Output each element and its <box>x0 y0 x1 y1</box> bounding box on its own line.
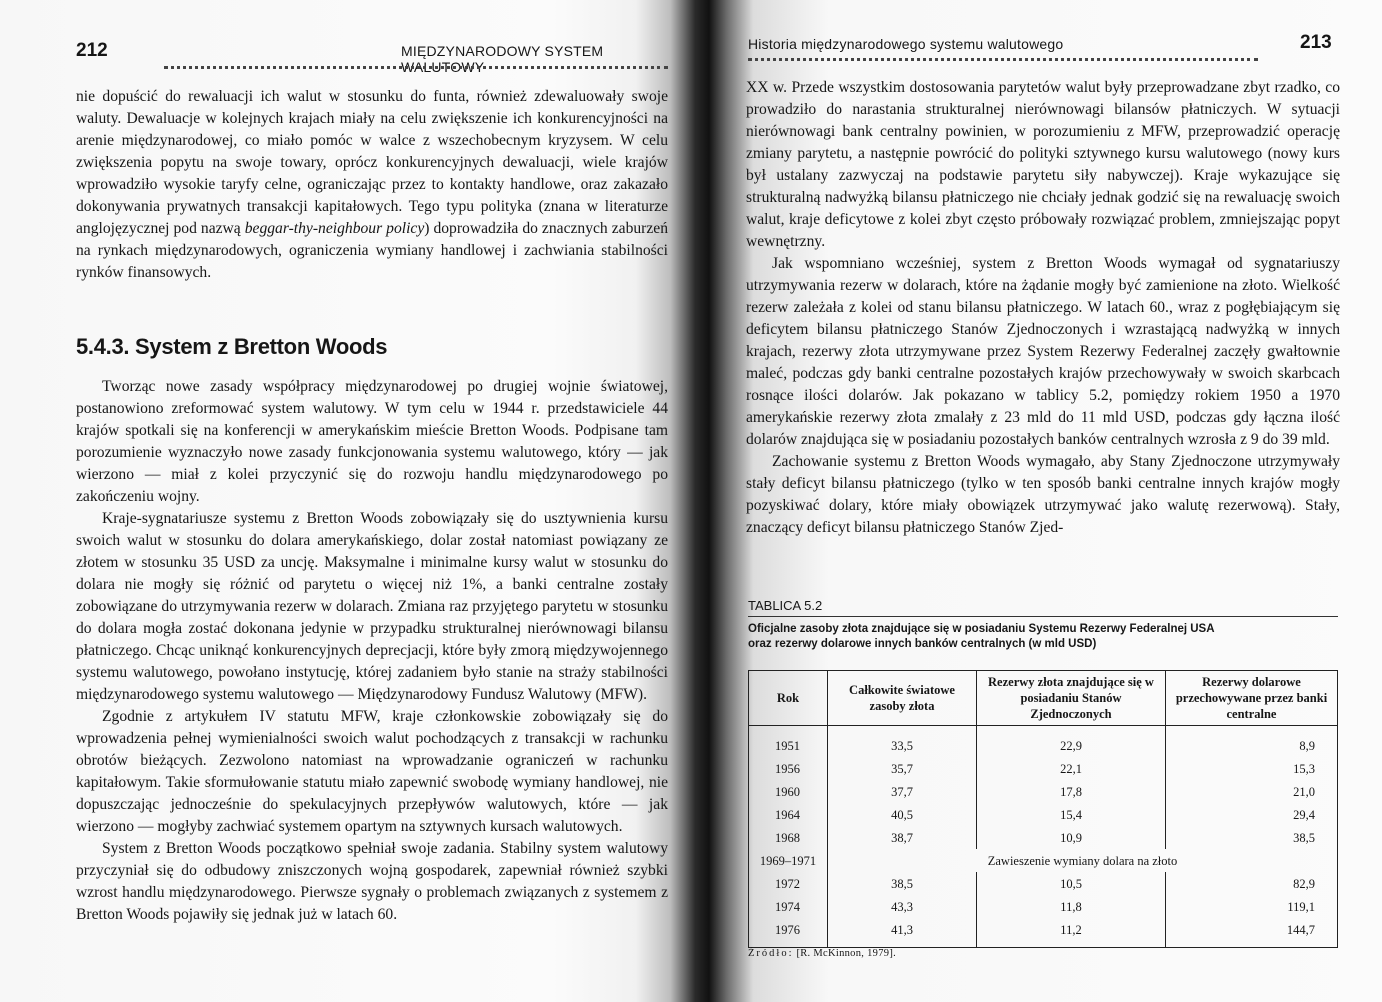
cell-dollar-reserves: 29,4 <box>1166 803 1338 826</box>
cell-us-gold: 11,8 <box>977 895 1166 918</box>
col-header-us-gold: Rezerwy złota znajdujące się w posiadaniu Stanów Zjednoczonych <box>977 671 1166 726</box>
table-row <box>749 726 1338 758</box>
table-source <box>748 948 896 959</box>
right-paragraph: Jak wspomniano wcześniej, system z Bretton Woods wymagał od sygnatariuszy utrzymywania rezerw w dolarach, które na żądanie mogły być zamienione na złoto. Wielkość rezerw zależała z kolei od stanu bilansu płatniczego. W latach 60., wraz z pogłębiającym się deficytem bilansu płatniczego Stanów Zjednoczonych i wzrastającą nadwyżką w innych krajach, rezerwy złota utrzymywane przez System Rezerwy Federalnej zaczęły gwałtownie maleć, podczas gdy banki centralne pozostałych krajów przechowywały w swoich skarbcach rosnące ilości dolarów. Jak pokazano w tablicy 5.2, pomiędzy rokiem 1950 a 1970 amerykańskie rezerwy złota zmalały z 23 mld do 11 mld USD, podczas gdy łączna ilość dolarów znajdująca się w posiadaniu pozostałych banków centralnych wzrosła z 9 do 39 mld. <box>746 255 1340 448</box>
left-body <box>76 376 668 926</box>
cell-year: 1969–1971 <box>749 849 828 872</box>
right-paragraph: XX w. Przede wszystkim dostosowania parytetów walut były przeprowadzane zbyt rzadko, co prowadziło do narastania strukturalnej nierównowagi bilansów płatniczych. W sytuacji nierównowagi bank centralny powinien, w porozumieniu z MFW, przeprowadzić operację zmiany parytetu, a następnie powrócić do polityki sztywnego kursu walutowego (nowy kurs był ustalany zazwyczaj na podstawie parytetu siły nabywczej). Kraje wykazujące się strukturalną nadwyżką bilansu płatniczego nie chciały jednak godzić się na rewaluację swoich walut, kraje deficytowe z kolei zbyt często próbowały rozwiązać problem, zmniejszając popyt wewnętrzny. <box>746 79 1340 250</box>
intro-italic-term: beggar-thy-neighbour policy <box>244 220 425 237</box>
cell-us-gold: 22,1 <box>977 757 1166 780</box>
cell-year: 1951 <box>749 726 828 758</box>
cell-us-gold: 15,4 <box>977 803 1166 826</box>
table-row <box>749 826 1338 849</box>
cell-year: 1960 <box>749 780 828 803</box>
cell-year: 1972 <box>749 872 828 895</box>
source-text: [R. McKinnon, 1979]. <box>796 948 897 959</box>
cell-dollar-reserves: 82,9 <box>1166 872 1338 895</box>
cell-world-gold: 43,3 <box>828 895 977 918</box>
table-row <box>749 872 1338 895</box>
col-header-dollar-reserves: Rezerwy dolarowe przechowywane przez banki centralne <box>1166 671 1338 726</box>
right-page-number: 213 <box>1300 32 1332 53</box>
table-caption-line: oraz rezerwy dolarowe innych banków centralnych (w mld USD) <box>748 638 1097 650</box>
cell-world-gold: 40,5 <box>828 803 977 826</box>
cell-us-gold: 22,9 <box>977 726 1166 758</box>
cell-year: 1974 <box>749 895 828 918</box>
table-row <box>749 895 1338 918</box>
cell-world-gold: 35,7 <box>828 757 977 780</box>
cell-us-gold: 11,2 <box>977 918 1166 948</box>
section-heading: 5.4.3. System z Bretton Woods <box>76 334 388 359</box>
intro-text-part1: nie dopuścić do rewaluacji ich walut w stosunku do funta, również zdewaluowały swoje waluty. Dewaluacje w kolejnych krajach miały na celu zwiększenie ich konkurencyjności na arenie międzynarodowej, co miało pomóc w walce z wszechobecnym kryzysem. W celu zwiększenia popytu na swoje towary, oprócz konkurencyjnych dewaluacji, wiele krajów wprowadziło wysokie taryfy celne, ograniczając przez to kontakty handlowe, oraz zakazało dokonywania prywatnych transakcji kapitałowych. Tego typu polityka (znana w literaturze anglojęzycznej pod nazwą <box>76 88 668 237</box>
table-caption-line: Oficjalne zasoby złota znajdujące się w posiadaniu Systemu Rezerwy Federalnej USA <box>748 623 1215 635</box>
right-header-rule <box>748 58 1258 61</box>
cell-world-gold: 33,5 <box>828 726 977 758</box>
cell-year: 1968 <box>749 826 828 849</box>
intro-text-part2: ) doprowadziła do znacznych zaburzeń na rynkach międzynarodowych, ograniczenia wymiany handlowej i zachwiania stabilności rynków finansowych. <box>76 220 669 281</box>
cell-year: 1964 <box>749 803 828 826</box>
left-paragraph: System z Bretton Woods początkowo spełniał swoje zadania. Stabilny system walutowy przyczyniał się do odbudowy zniszczonych wojną gospodarek, zapewniał również szybki wzrost handlu międzynarodowego. Pierwsze sygnały o problemach związanych z systemem z Bretton Woods pojawiły się jednak już w latach 60. <box>76 840 668 923</box>
cell-dollar-reserves: 8,9 <box>1166 726 1338 758</box>
right-paragraph: Zachowanie systemu z Bretton Woods wymagało, aby Stany Zjednoczone utrzymywały stały deficyt bilansu płatniczego (tylko w ten sposób banki centralne innych krajów mogły pozyskiwać dolary, które miały obowiązek utrzymywać jako walutę rezerwową). Stały, znaczący deficyt bilansu płatniczego Stanów Zjed- <box>746 453 1340 536</box>
table-row <box>749 803 1338 826</box>
left-paragraph: Kraje-sygnatariusze systemu z Bretton Woods zobowiązały się do usztywnienia kursu swoich walut w stosunku do dolara amerykańskiego, dolar został natomiast powiązany ze złotem w stosunku 35 USD za uncję. Maksymalne i minimalne kursy walut w stosunku do dolara nie mogły się różnić od parytetu o więcej niż 1%, a banki centralne zostały zobowiązane do utrzymywania rezerw w dolarach. Zmiana raz przyjętego parytetu w stosunku do dolara mogła zostać dokonana jedynie w przypadku strukturalnej nierównowagi bilansu płatniczego. Chcąc uniknąć konkurencyjnych deprecjacji, które były zmorą międzywojennego systemu walutowego, powołano instytucję, której zadaniem było stanie na straży stabilności międzynarodowego systemu walutowego — Międzynarodowy Fundusz Walutowy (MFW). <box>76 510 668 703</box>
table-label-rule <box>748 616 1338 617</box>
cell-us-gold: 17,8 <box>977 780 1166 803</box>
cell-world-gold: 37,7 <box>828 780 977 803</box>
col-header-world-gold: Całkowite światowe zasoby złota <box>828 671 977 726</box>
table-row <box>749 757 1338 780</box>
table-header-row <box>749 671 1338 726</box>
right-running-head: Historia międzynarodowego systemu walutowego <box>748 36 1064 52</box>
left-running-head: MIĘDZYNARODOWY SYSTEM WALUTOWY <box>401 43 604 75</box>
right-body <box>746 77 1340 539</box>
left-header-rule <box>164 66 668 69</box>
left-paragraph: Zgodnie z artykułem IV statutu MFW, kraje członkowskie zobowiązały się do wprowadzenia pełnej wymienialności swoich walut pochodzących z transakcji w rachunku obrotów bieżących. Zezwolono natomiast na wprowadzanie ograniczeń w rachunku kapitałowym. Takie sformułowanie statutu miało zapewnić swobodę wymiany handlowej, nie dopuszczając jednocześnie do spekulacyjnych przepływów walutowych, które — jak wierzono — mogłyby zachwiać systemem opartym na sztywnych kursach walutowych. <box>76 708 668 835</box>
cell-suspension-note: Zawieszenie wymiany dolara na złoto <box>828 849 1338 872</box>
table-row <box>749 918 1338 948</box>
cell-dollar-reserves: 15,3 <box>1166 757 1338 780</box>
left-intro-paragraph <box>76 86 668 284</box>
cell-us-gold: 10,5 <box>977 872 1166 895</box>
left-page <box>0 0 690 1002</box>
source-label: Źródło: <box>748 948 794 959</box>
cell-dollar-reserves: 38,5 <box>1166 826 1338 849</box>
cell-world-gold: 38,5 <box>828 872 977 895</box>
cell-year: 1956 <box>749 757 828 780</box>
cell-dollar-reserves: 144,7 <box>1166 918 1338 948</box>
table-label: TABLICA 5.2 <box>748 598 823 613</box>
cell-us-gold: 10,9 <box>977 826 1166 849</box>
left-page-number: 212 <box>76 40 108 61</box>
table-row <box>749 780 1338 803</box>
left-paragraph: Tworząc nowe zasady współpracy międzynarodowej po drugiej wojnie światowej, postanowiono zreformować system walutowy. W tym celu w 1944 r. przedstawiciele 44 krajów spotkali się na konferencji w amerykańskim mieście Bretton Woods. Podpisane tam porozumienie wyznaczyło nowe zasady funkcjonowania systemu walutowego, który — jak wierzono — miał z kolei przyczynić się do rozwoju handlu międzynarodowego po zakończeniu wojny. <box>76 378 668 505</box>
table-caption <box>748 622 1348 652</box>
cell-dollar-reserves: 21,0 <box>1166 780 1338 803</box>
col-header-year: Rok <box>749 671 828 726</box>
reserves-table <box>748 670 1338 948</box>
cell-dollar-reserves: 119,1 <box>1166 895 1338 918</box>
table-row-suspension <box>749 849 1338 872</box>
cell-world-gold: 41,3 <box>828 918 977 948</box>
right-page <box>706 0 1382 1002</box>
cell-world-gold: 38,7 <box>828 826 977 849</box>
cell-year: 1976 <box>749 918 828 948</box>
